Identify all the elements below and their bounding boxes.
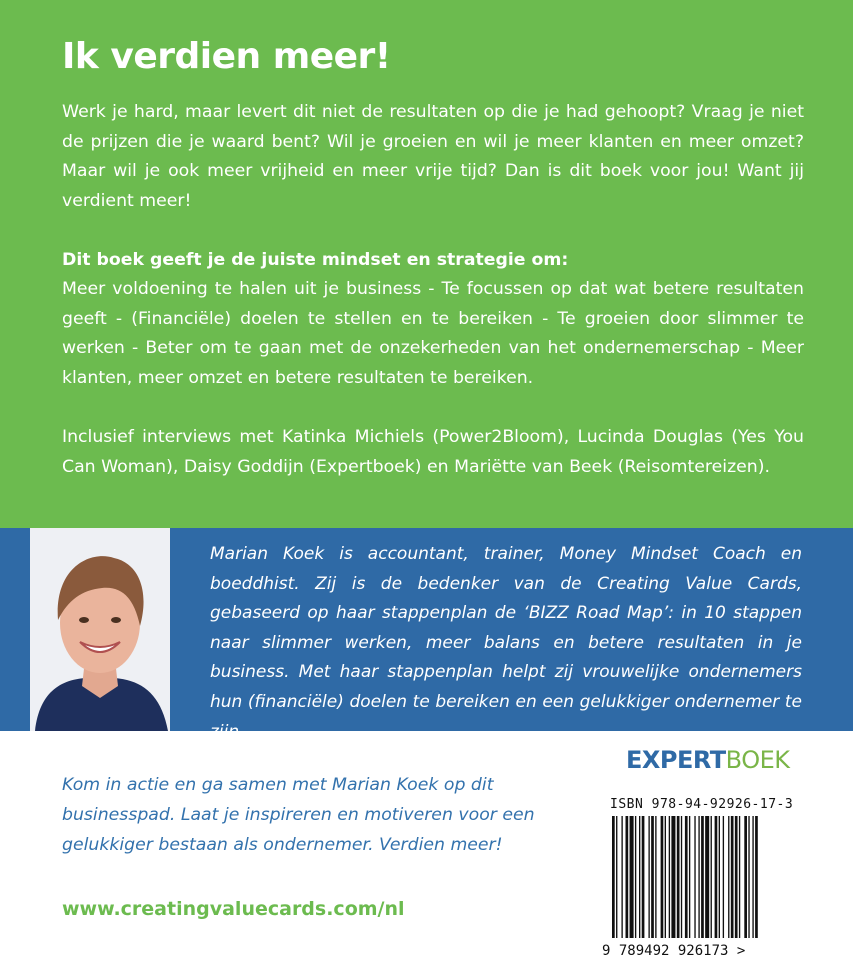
barcode-bar (626, 816, 629, 938)
barcode-bar (694, 816, 695, 938)
barcode-bar (635, 816, 636, 938)
barcode-bar (689, 816, 690, 938)
barcode-bar (728, 816, 729, 938)
barcode-bar (630, 816, 634, 938)
barcode-bar (731, 816, 734, 938)
author-photo (30, 528, 170, 731)
publisher-logo (626, 742, 790, 778)
publisher-logo-part1: EXPERT (626, 746, 726, 774)
website-link[interactable]: www.creatingvaluecards.com/nl (62, 898, 405, 920)
barcode-bar (715, 816, 718, 938)
author-bio: Marian Koek is accountant, trainer, Money Mindset Coach en boeddhist. Zij is de bedenker van de Creating Value Cards, gebaseerd op haar stappenplan de ‘BIZZ Road Map’: in 10 stappen naar slimmer werken, meer balans en betere resultaten in je business. Met haar stappenplan helpt zij vrouwelijke ondernemers hun (financiële) doelen te bereiken en een gelukkiger ondernemer te zijn. (210, 544, 802, 742)
barcode-bar (612, 816, 615, 938)
barcode-bar (723, 816, 724, 938)
barcode-bar (739, 816, 740, 938)
barcode-bar (701, 816, 704, 938)
barcode-bar (648, 816, 649, 938)
barcode-bar (642, 816, 645, 938)
barcode-bar (681, 816, 682, 938)
barcode-digits: 9 789492 926173 > (602, 943, 746, 959)
barcode-bar (661, 816, 664, 938)
barcode-bar (755, 816, 758, 938)
barcode-bar (735, 816, 738, 938)
barcode-bar (719, 816, 720, 938)
barcode-bar (671, 816, 675, 938)
barcode-bar (677, 816, 680, 938)
mindset-heading: Dit boek geeft je de juiste mindset en strategie om: (62, 250, 569, 270)
barcode-bar (655, 816, 656, 938)
barcode-bar (711, 816, 712, 938)
barcode-bar (621, 816, 622, 938)
barcode-bar (669, 816, 670, 938)
barcode-bar (616, 816, 617, 938)
call-to-action: Kom in actie en ga samen met Marian Koek op dit businesspad. Laat je inspireren en motiveren voor een gelukkiger bestaan als ondernemer. Verdien meer! (62, 775, 535, 855)
barcode-bar (744, 816, 747, 938)
isbn-barcode (598, 812, 814, 960)
barcode-bar (698, 816, 699, 938)
interviews-paragraph: Inclusief interviews met Katinka Michiels (Power2Bloom), Lucinda Douglas (Yes You Can Woman), Daisy Goddijn (Expertboek) en Mariëtte van Beek (Reisomtereizen). (62, 427, 804, 477)
barcode-bar (748, 816, 749, 938)
book-title: Ik verdien meer! (62, 36, 391, 77)
publisher-logo-part2: BOEK (725, 746, 790, 774)
barcode-bar (685, 816, 688, 938)
barcode-bar (705, 816, 709, 938)
intro-paragraph: Werk je hard, maar levert dit niet de resultaten op die je had gehoopt? Vraag je niet de prijzen die je waard bent? Wil je groeien en wil je meer klanten en meer omzet? Maar wil je ook meer vrijheid en meer vrije tijd? Dan is dit boek voor jou! Want jij verdient meer! (62, 102, 804, 211)
barcode-bar (752, 816, 753, 938)
isbn-label: ISBN 978-94-92926-17-3 (610, 797, 794, 812)
barcode-bar (665, 816, 666, 938)
barcode-bar (639, 816, 640, 938)
mindset-paragraph: Meer voldoening te halen uit je business - Te focussen op dat wat betere resultaten geeft - (Financiële) doelen te stellen en te bereiken - Te groeien door slimmer te werken - Beter om te gaan met de onzekerheden van het ondernemerschap - Meer klanten, meer omzet en betere resultaten te bereiken. (62, 279, 804, 388)
barcode-bar (651, 816, 654, 938)
